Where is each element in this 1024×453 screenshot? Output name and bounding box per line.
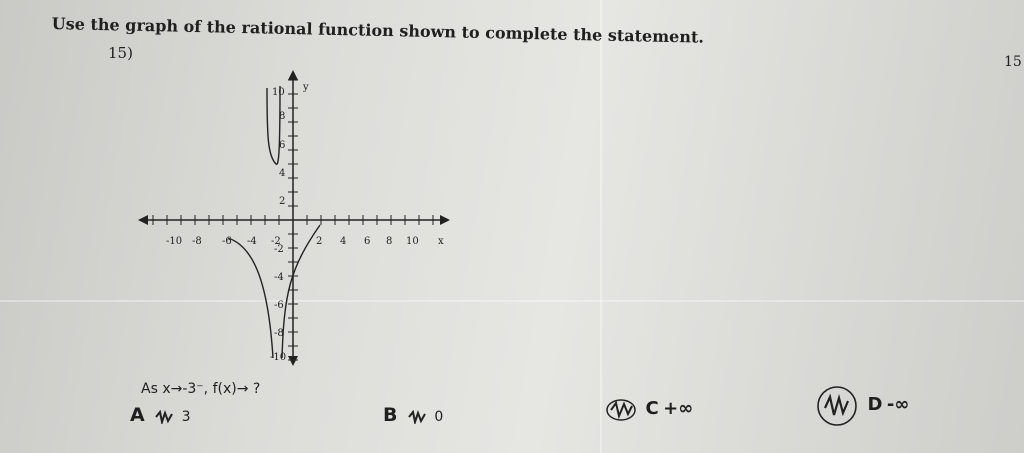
y-tick-label: -8 xyxy=(274,328,284,339)
choice-b[interactable] xyxy=(383,404,443,426)
circled-scribble-icon xyxy=(605,398,637,422)
x-tick-label: 6 xyxy=(364,236,371,247)
margin-question-number: 15 xyxy=(1004,54,1022,70)
x-axis-label: x xyxy=(438,236,444,247)
scribble-icon xyxy=(408,410,426,424)
choice-b-value: 0 xyxy=(434,409,444,425)
y-tick-label: 4 xyxy=(279,168,286,179)
y-tick-label: -2 xyxy=(274,244,284,255)
x-axis-arrow-right xyxy=(440,215,450,225)
x-tick-label: -4 xyxy=(247,236,257,247)
question-instruction: Use the graph of the rational function shown to complete the statement. xyxy=(51,14,705,47)
choice-a[interactable] xyxy=(130,404,191,426)
choice-b-letter: B xyxy=(383,404,398,426)
choice-d[interactable] xyxy=(815,384,909,428)
y-tick-label: -10 xyxy=(270,352,287,363)
y-axis-arrow-down xyxy=(288,356,298,366)
y-tick-label: 2 xyxy=(279,196,286,207)
x-tick-label: 4 xyxy=(340,236,347,247)
question-prompt: As x→-3⁻, f(x)→ ? xyxy=(141,381,261,397)
choice-d-value: -∞ xyxy=(886,394,910,415)
y-axis-label: y xyxy=(303,82,309,93)
scribble-icon xyxy=(155,410,173,424)
x-axis-arrow-left xyxy=(138,215,148,225)
y-tick-label: 8 xyxy=(279,111,286,122)
curve-lower-right-branch xyxy=(282,225,323,358)
y-tick-label: 6 xyxy=(279,140,286,151)
y-tick-label: -6 xyxy=(274,300,284,311)
x-tick-label: 2 xyxy=(316,236,323,247)
curve-lower-left-branch xyxy=(228,238,273,358)
choice-c-value: +∞ xyxy=(663,398,694,419)
x-tick-label: 8 xyxy=(386,236,393,247)
choice-c-letter: C xyxy=(645,398,659,419)
choice-d-letter: D xyxy=(867,394,883,415)
rational-function-graph xyxy=(130,68,460,368)
x-tick-label: -2 xyxy=(271,236,281,247)
question-number: 15) xyxy=(108,44,133,62)
x-tick-label: -8 xyxy=(192,236,202,247)
choice-a-value: 3 xyxy=(181,409,191,425)
x-tick-label: -10 xyxy=(166,236,183,247)
y-tick-label: -4 xyxy=(274,272,284,283)
y-axis-arrow-up xyxy=(288,70,298,80)
x-tick-label: -6 xyxy=(222,236,232,247)
circled-scribble-icon xyxy=(815,384,859,428)
choice-c[interactable] xyxy=(605,398,693,422)
choice-a-letter: A xyxy=(130,404,145,426)
x-tick-label: 10 xyxy=(406,236,419,247)
y-tick-label: 10 xyxy=(272,87,285,98)
